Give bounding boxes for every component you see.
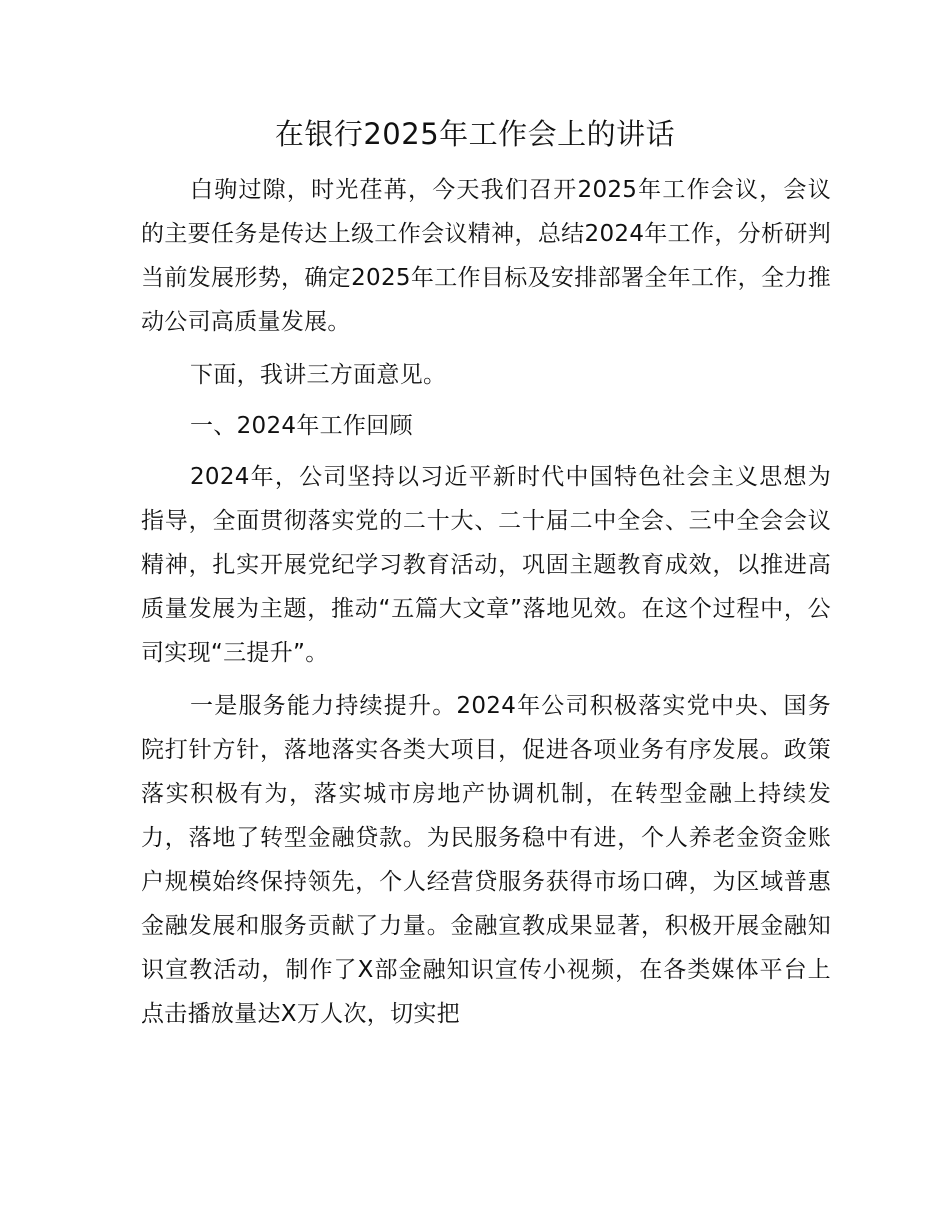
document-title: 在银行2025年工作会上的讲话 xyxy=(274,117,676,151)
paragraph-opening: 白驹过隙，时光荏苒，今天我们召开2025年工作会议，会议的主要任务是传达上级工作会议精神，总结2024年工作，分析研判当前发展形势，确定2025年工作目标及安排部署全年工作，全力推动公司高质量发展。 xyxy=(141,177,831,335)
paragraph-service-capability: 一是服务能力持续提升。2024年公司积极落实党中央、国务院打针方针，落地落实各类大项目，促进各项业务有序发展。政策落实积极有为，落实城市房地产协调机制，在转型金融上持续发力，落地了转型金融贷款。为民服务稳中有进，个人养老金资金账户规模始终保持领先，个人经营贷服务获得市场口碑，为区域普惠金融发展和服务贡献了力量。金融宣教成果显著，积极开展金融知识宣教活动，制作了X部金融知识宣传小视频，在各类媒体平台上点击播放量达X万人次，切实把 xyxy=(141,693,831,1027)
section-heading-review: 一、2024年工作回顾 xyxy=(190,413,413,439)
paragraph-outline: 下面，我讲三方面意见。 xyxy=(190,362,447,388)
paragraph-review-summary: 2024年，公司坚持以习近平新时代中国特色社会主义思想为指导，全面贯彻落实党的二十大、二十届二中全会、三中全会会议精神，扎实开展党纪学习教育活动，巩固主题教育成效，以推进高质量发展为主题，推动“五篇大文章”落地见效。在这个过程中，公司实现“三提升”。 xyxy=(141,464,831,666)
